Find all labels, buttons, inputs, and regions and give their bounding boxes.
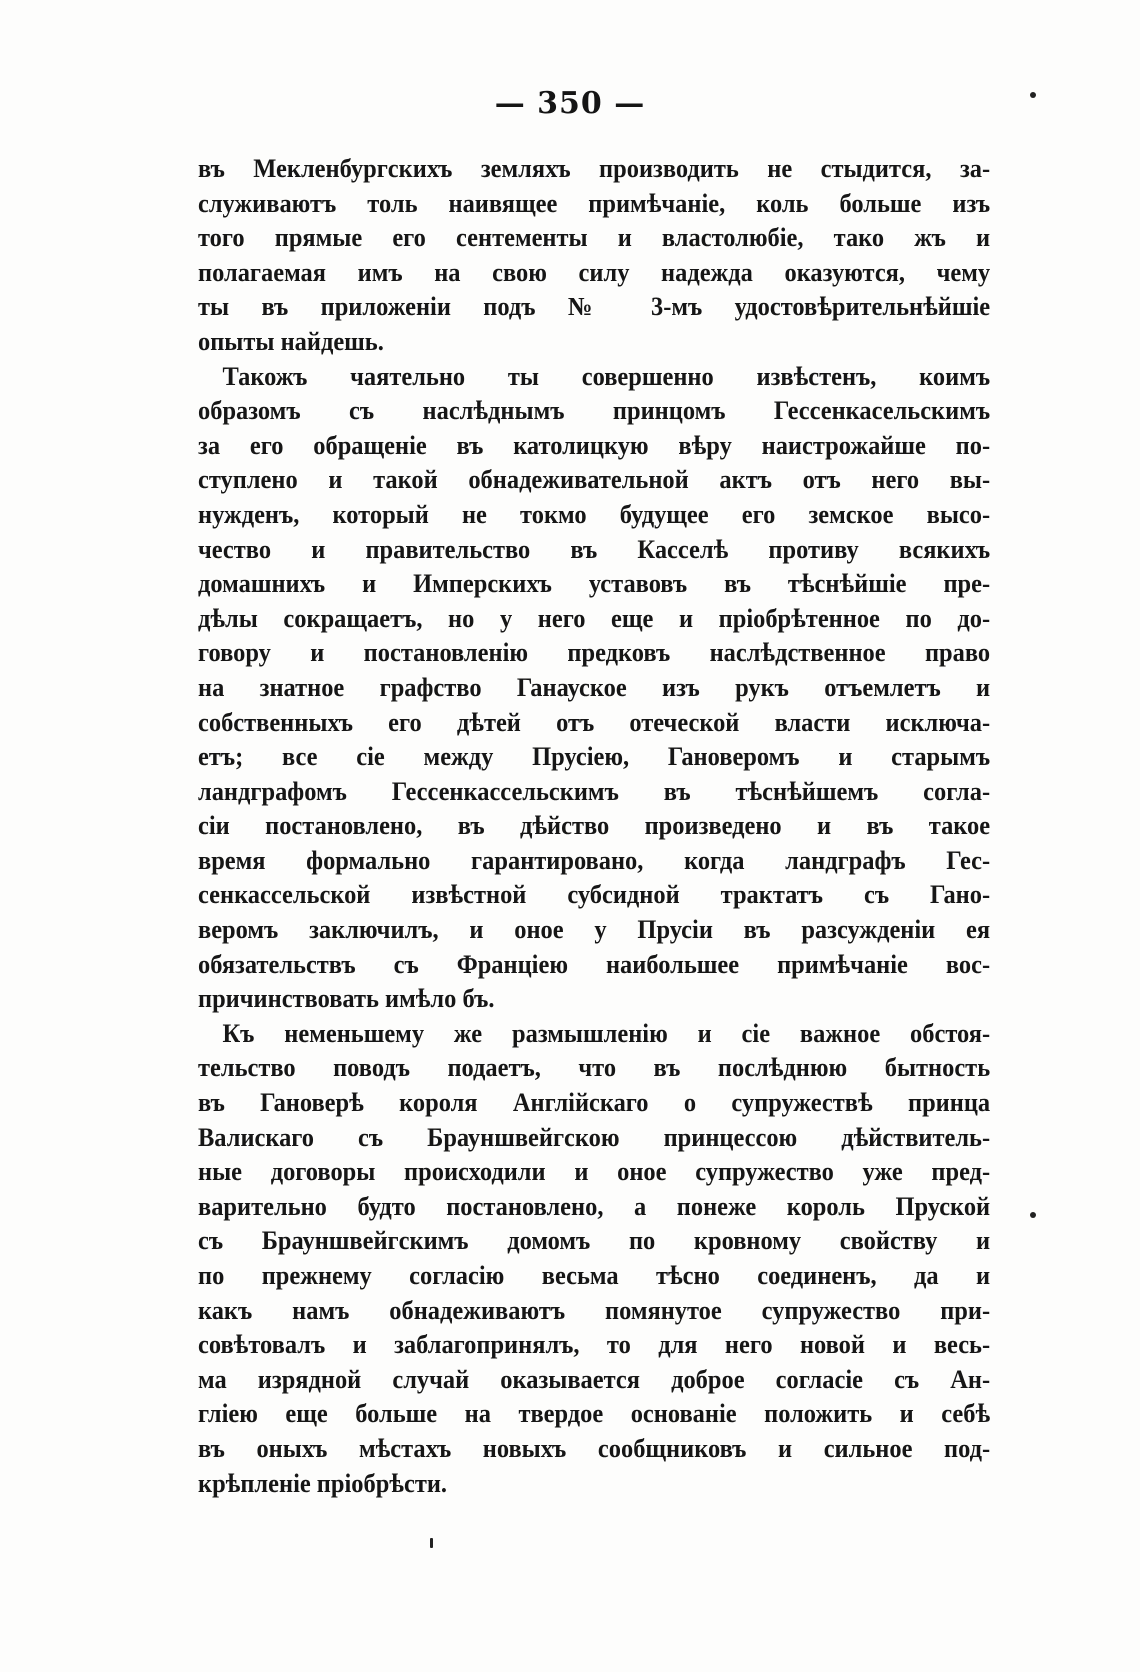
paragraph-1 xyxy=(198,152,990,360)
text-line: обязательствъ съ Франціею наибольшее примѣчаніе вос- xyxy=(198,949,991,979)
text-line: ступлено и такой обнадеживательной актъ отъ него вы- xyxy=(198,465,991,495)
paragraph-2 xyxy=(198,360,990,1017)
text-line: на знатное графство Ганауское изъ рукъ отъемлетъ и xyxy=(198,672,991,702)
text-line: ные договоры происходили и оное супружество уже пред- xyxy=(198,1157,991,1187)
text-line: Къ неменьшему же размышленію и сіе важное обстоя- xyxy=(222,1018,991,1048)
text-line: въ Мекленбургскихъ земляхъ производить не стыдится, за- xyxy=(198,154,991,183)
text-line: полагаемая имъ на свою силу надежда оказуются, чему xyxy=(198,257,991,287)
body-text xyxy=(198,152,990,1501)
text-line: етъ; все сіе между Прусіею, Гановеромъ и старымъ xyxy=(198,742,991,772)
text-line: время формально гарантировано, когда ландграфъ Гес- xyxy=(198,845,991,875)
text-line: веромъ заключилъ, и оное у Прусіи въ разсужденіи ея xyxy=(198,915,991,945)
text-line: дѣлы сокращаетъ, но у него еще и пріобрѣтенное по до- xyxy=(198,603,991,633)
text-line: Такожъ чаятельно ты совершенно извѣстенъ, коимъ xyxy=(222,361,991,391)
text-line: въ оныхъ мѣстахъ новыхъ сообщниковъ и сильное под- xyxy=(198,1433,991,1463)
text-line: причинствовать имѣло бъ. xyxy=(198,984,495,1014)
text-line: какъ намъ обнадеживаютъ помянутое супружество при- xyxy=(198,1295,991,1325)
text-line: ма изрядной случай оказывается доброе согласіе съ Ан- xyxy=(198,1364,991,1394)
scan-speck xyxy=(1030,92,1036,98)
page-number: — 350 — xyxy=(494,86,646,121)
text-line: собственныхъ его дѣтей отъ отеческой власти исключа- xyxy=(198,707,991,737)
text-line: совѣтовалъ и заблагопринялъ, то для него новой и весь- xyxy=(198,1330,991,1360)
text-line: чество и правительство въ Касселѣ противу всякихъ xyxy=(198,534,991,564)
text-line: въ Гановерѣ короля Англійскаго о супружествѣ принца xyxy=(198,1088,991,1118)
text-line: съ Брауншвейгскимъ домомъ по кровному свойству и xyxy=(198,1226,991,1256)
paragraph-3 xyxy=(198,1017,990,1501)
text-line: тельство поводъ подаетъ, что въ послѣднюю бытность xyxy=(198,1053,991,1083)
text-line: за его обращеніе въ католицкую вѣру наистрожайше по- xyxy=(198,430,991,460)
text-line: говору и постановленію предковъ наслѣдственное право xyxy=(198,638,991,668)
text-line: домашнихъ и Имперскихъ уставовъ въ тѣснѣйшіе пре- xyxy=(198,569,991,599)
text-line: Валискаго съ Брауншвейгскою принцессою дѣйствитель- xyxy=(198,1122,991,1152)
text-line: ландграфомъ Гессенкассельскимъ въ тѣснѣйшемъ согла- xyxy=(198,776,991,806)
scan-speck xyxy=(430,1538,433,1548)
text-line: образомъ съ наслѣднымъ принцомъ Гессенкасельскимъ xyxy=(198,396,991,426)
text-line: сенкассельской извѣстной субсидной трактатъ съ Гано- xyxy=(198,880,991,910)
text-line: ты въ приложеніи подъ № 3-мъ удостовѣрительнѣйшіе xyxy=(198,292,991,322)
text-line: крѣпленіе пріобрѣсти. xyxy=(198,1468,448,1498)
text-line: гліею еще больше на твердое основаніе положить и себѣ xyxy=(198,1399,991,1429)
text-line: того прямые его сентементы и властолюбіе, тако жъ и xyxy=(198,223,991,253)
text-line: варительно будто постановлено, а понеже король Пруской xyxy=(198,1191,991,1221)
text-line: сіи постановлено, въ дѣйство произведено и въ такое xyxy=(198,811,991,841)
text-line: нужденъ, который не токмо будущее его земское высо- xyxy=(198,499,991,529)
text-line: по прежнему согласію весьма тѣсно соединенъ, да и xyxy=(198,1261,991,1290)
text-line: служиваютъ толь наивящее примѣчаніе, коль больше изъ xyxy=(198,188,991,218)
text-line: опыты найдешь. xyxy=(198,326,384,356)
scan-speck xyxy=(1030,1212,1036,1218)
